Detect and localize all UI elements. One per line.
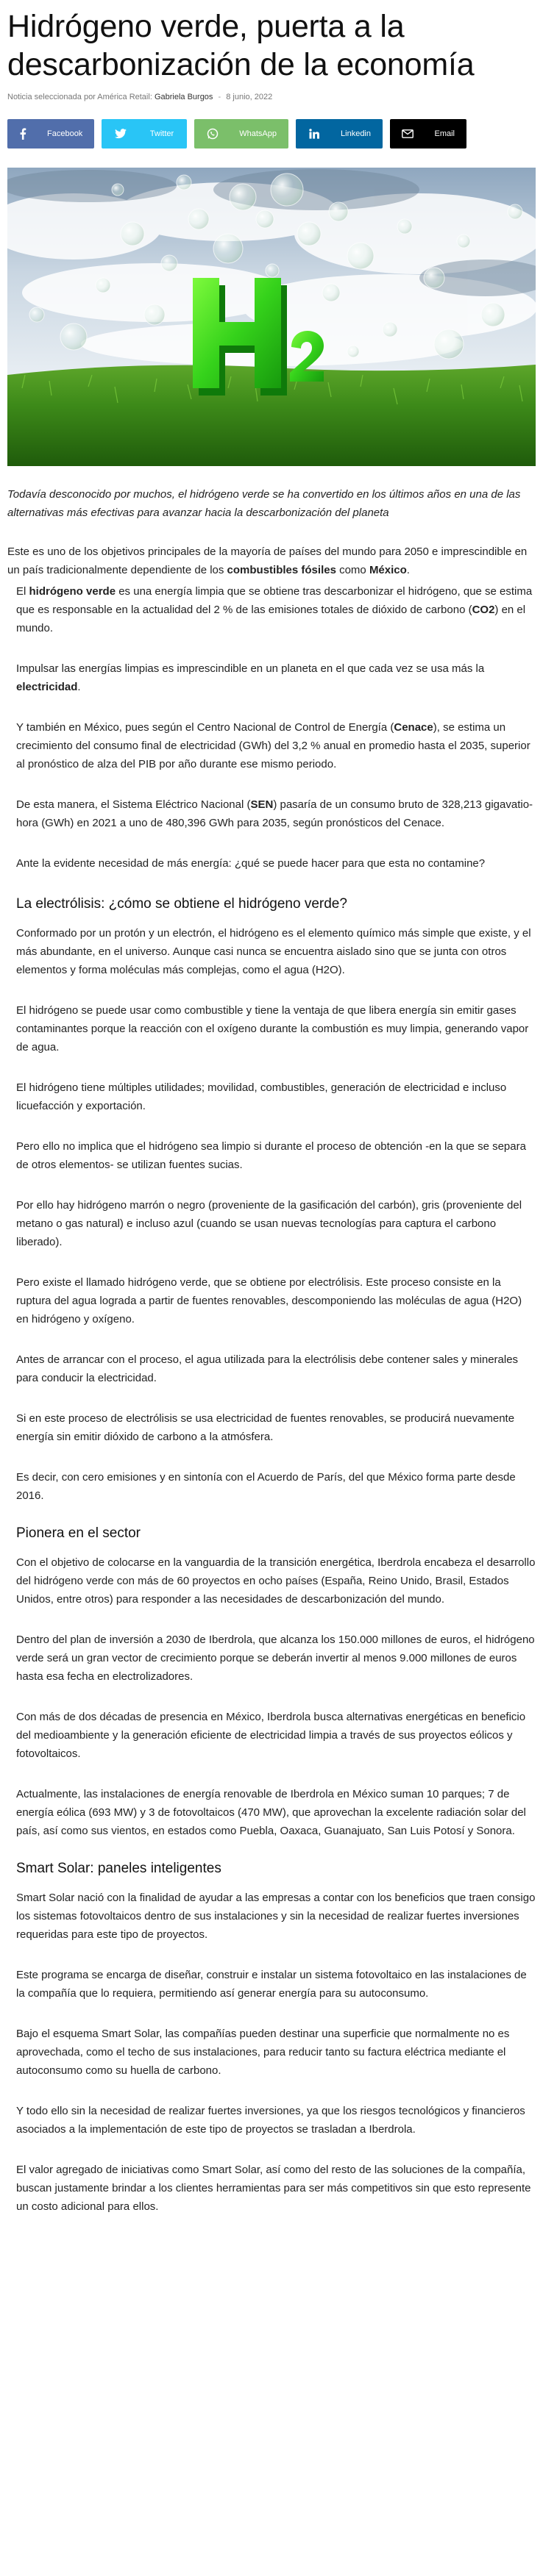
meta-separator: -: [218, 93, 221, 101]
hero-image: [7, 168, 536, 466]
paragraph: Smart Solar nació con la finalidad de ayudar a las empresas a contar con los beneficios que traen consigo los sistemas fotovoltaicos dentro de sus instalaciones y sin la necesidad de realizar fuertes inversiones requeridas para este tipo de proyectos.: [16, 1892, 536, 1941]
article-body: [7, 485, 536, 2216]
article-title-line2: descarbonización de la economía: [7, 47, 475, 82]
paragraph: Ante la evidente necesidad de más energía: ¿qué se puede hacer para que esta no contamine?: [16, 857, 486, 870]
paragraph: Dentro del plan de inversión a 2030 de Iberdrola, que alcanza los 150.000 millones de euros, el hidrógeno verde será un gran vector de crecimiento porque se deberán invertir al menos 9.000 millones de euros hasta esa fecha en electrolizadores.: [16, 1634, 535, 1683]
share-linkedin-label: Linkedin: [341, 129, 371, 138]
article-lead: Todavía desconocido por muchos, el hidrógeno verde se ha convertido en los últimos años en una de las alternativas más efectivas para avanzar hacia la descarbonización del planeta: [7, 488, 521, 519]
paragraph: Con más de dos décadas de presencia en México, Iberdrola busca alternativas energéticas en beneficio del medioambiente y la generación eficiente de electricidad limpia a través de sus proyectos eólicos y fotovoltaicos.: [16, 1711, 526, 1760]
author-link[interactable]: Gabriela Burgos: [154, 93, 213, 101]
paragraph: Por ello hay hidrógeno marrón o negro (proveniente de la gasificación del carbón), gris (proveniente del metano o gas natural) e incluso azul (cuando se usan nuevas tecnologías para captura el carbono liberado).: [16, 1199, 522, 1248]
share-facebook-label: Facebook: [47, 129, 83, 138]
linkedin-icon: [308, 126, 320, 141]
paragraph: Y también en México, pues según el Centro Nacional de Control de Energía (Cenace), se estima un crecimiento del consumo final de electricidad (GWh) del 3,2 % anual en promedio hasta el 2035, superior al pronóstico de alza del PIB por año durante ese mismo periodo.: [16, 721, 530, 770]
paragraph: Este es uno de los objetivos principales de la mayoría de países del mundo para 2050 e imprescindible en un país tradicionalmente dependiente de los combustibles fósiles como México.: [7, 545, 528, 576]
share-twitter-button[interactable]: [102, 119, 187, 149]
paragraph: Y todo ello sin la necesidad de realizar fuertes inversiones, ya que los riesgos tecnológicos y financieros asociados a la implementación de este tipo de proyectos se trasladan a Iberdrola.: [16, 2105, 525, 2136]
paragraph: Actualmente, las instalaciones de energía renovable de Iberdrola en México suman 10 parques; 7 de energía eólica (693 MW) y 3 de fotovoltaicos (470 MW), que aprovechan la excelente radiación solar del país, así como sus vientos, en estados como Puebla, Oaxaca, Guanajuato, San Luis Potosí y Sonora.: [16, 1788, 526, 1837]
paragraph: El hidrógeno verde es una energía limpia que se obtiene tras descarbonizar el hidrógeno, que se estima que es responsable en la actualidad del 2 % de las emisiones totales de dióxido de carbono (CO2) en el mundo.: [16, 585, 533, 634]
meta-prefix: Noticia seleccionada por América Retail:: [7, 93, 152, 101]
paragraph: Antes de arrancar con el proceso, el agua utilizada para la electrólisis debe contener sales y minerales para conducir la electricidad.: [16, 1353, 519, 1384]
article-title-line1: Hidrógeno verde, puerta a la: [7, 9, 405, 44]
paragraph: De esta manera, el Sistema Eléctrico Nacional (SEN) pasaría de un consumo bruto de 328,213 gigavatio-hora (GWh) en 2021 a uno de 480,396 GWh para 2035, según pronósticos del Cenace.: [16, 798, 533, 829]
share-linkedin-button[interactable]: [296, 119, 383, 149]
section-heading: Pionera en el sector: [16, 1525, 141, 1541]
article-title: [7, 0, 536, 84]
envelope-icon: [402, 126, 414, 141]
paragraph: Este programa se encarga de diseñar, construir e instalar un sistema fotovoltaico en las instalaciones de la compañía que lo requiera, permitiendo así generar energía para su autoconsumo.: [16, 1969, 527, 2000]
h2-grass-bubbles-image: [7, 168, 536, 466]
paragraph: Si en este proceso de electrólisis se usa electricidad de fuentes renovables, se producirá nuevamente energía sin emitir dióxido de carbono a la atmósfera.: [16, 1412, 515, 1443]
share-bar: [7, 119, 536, 149]
paragraph: El valor agregado de iniciativas como Smart Solar, así como del resto de las soluciones de la compañía, buscan justamente brindar a los clientes herramientas para ser más competitivos sin que esto represente un costo adicional para ellos.: [16, 2164, 531, 2213]
paragraph: Con el objetivo de colocarse en la vanguardia de la transición energética, Iberdrola encabeza el desarrollo del hidrógeno verde con más de 60 proyectos en ocho países (España, Reino Unido, Brasil, Estados Unidos, entre otros) para responder a las necesidades de descarbonización del mundo.: [16, 1556, 536, 1606]
section-heading: Smart Solar: paneles inteligentes: [16, 1861, 221, 1876]
paragraph: Pero ello no implica que el hidrógeno sea limpio si durante el proceso de obtención -en la que se separa de otros elementos- se utilizan fuentes sucias.: [16, 1140, 526, 1171]
paragraph: El hidrógeno se puede usar como combustible y tiene la ventaja de que libera energía sin emitir gases contaminantes porque la reacción con el oxígeno durante la combustión es muy limpia, generando vapor de agua.: [16, 1004, 529, 1053]
whatsapp-icon: [206, 126, 219, 141]
paragraph: Pero existe el llamado hidrógeno verde, que se obtiene por electrólisis. Este proceso consiste en la ruptura del agua lograda a partir de fuentes renovables, descomponiendo las moléculas de agua (H2O) en hidrógeno y oxígeno.: [16, 1276, 522, 1325]
facebook-icon: [19, 126, 26, 141]
section-heading: La electrólisis: ¿cómo se obtiene el hidrógeno verde?: [16, 896, 347, 912]
share-twitter-label: Twitter: [149, 129, 174, 138]
share-email-button[interactable]: [390, 119, 466, 149]
twitter-icon: [113, 126, 128, 141]
share-email-label: Email: [434, 129, 455, 138]
article-meta: [7, 91, 536, 103]
share-whatsapp-label: WhatsApp: [239, 129, 277, 138]
paragraph: Bajo el esquema Smart Solar, las compañías pueden destinar una superficie que normalmente no es aprovechada, como el techo de sus instalaciones, para reducir tanto su factura eléctrica mediante el autoconsumo como su huella de carbono.: [16, 2028, 510, 2077]
paragraph: Impulsar las energías limpias es imprescindible en un planeta en el que cada vez se usa más la electricidad.: [16, 662, 485, 693]
article-date: 8 junio, 2022: [226, 93, 273, 101]
paragraph: El hidrógeno tiene múltiples utilidades; movilidad, combustibles, generación de electricidad e incluso licuefacción y exportación.: [16, 1081, 507, 1112]
paragraph: Es decir, con cero emisiones y en sintonía con el Acuerdo de París, del que México forma parte desde 2016.: [16, 1471, 516, 1502]
paragraph: Conformado por un protón y un electrón, el hidrógeno es el elemento químico más simple que existe, y el más abundante, en el universo. Aunque casi nunca se encuentra aislado sino que se junta con otros elementos y forma moléculas más complejas, como el agua (H2O).: [16, 927, 531, 976]
share-facebook-button[interactable]: [7, 119, 94, 149]
share-whatsapp-button[interactable]: [194, 119, 288, 149]
